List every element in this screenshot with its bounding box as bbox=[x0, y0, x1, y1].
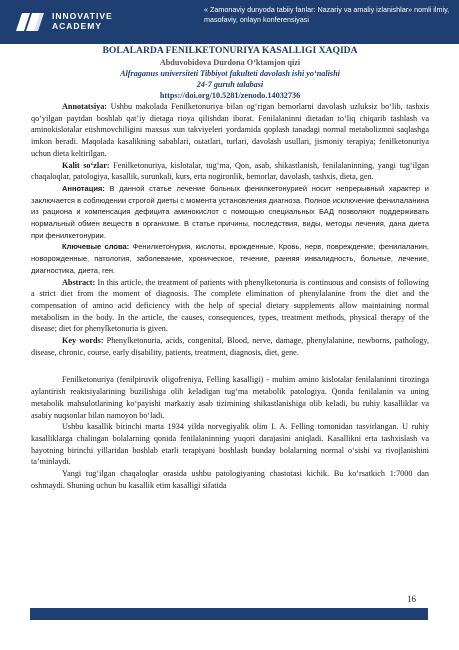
article-affiliation: Alfraganus universiteti Tibbiyot fakulteti davolash ishi yo‘nalishi bbox=[120, 69, 340, 78]
keywords-english-text: Phenylketonuria, acids, congenital, Blood, nerve, damage, phenylalanine, newborns, pathology, disease, chronic, course, early disability, patients, treatment, diagnosis, diet, gene. bbox=[31, 336, 429, 357]
conference-title: « Zamonaviy dunyoda tabiiy fanlar: Nazariy va amaliy izlanishlar» nomli ilmiy, masofaviy, onlayn konferensiyasi bbox=[204, 5, 450, 24]
body-paragraph-1: Fenilketonuriya (fenilpiruvik oligofreniya, Felling kasalligi) - muhim amino kislotalar fenilalaninni tirozinga aylantirish reaktsiyalarining buzilishiga olib keladigan tug‘ma metabolik patologiya. Qonda fenilalanin va uning metabolik mahsulotlarining ko‘payishi markaziy asab tizimining shikastlanishiga olib keladi, bu ruhiy kasalliklar va asabiy nuqsonlar bilan namoyon bo‘ladi. bbox=[31, 375, 429, 420]
conference-header bbox=[0, 0, 459, 44]
abstract-english-text: In this article, the treatment of patients with phenylketonuria is continuous and consists of following a strict diet from the moment of diagnosis. The complete elimination of phenylalanine from the diet and the compensation of amino acid deficiency with the help of special dietary supplements allow maintaining normal metabolism in the body. In the article, the causes, consequences, types, treatment methods, physical therapy of the disease; diet for phenylketonuria is given. bbox=[31, 277, 429, 334]
abstract-uzbek-label: Annotatsiya: bbox=[62, 102, 108, 111]
abstract-uzbek bbox=[31, 101, 429, 160]
article-content bbox=[31, 44, 429, 492]
keywords-english bbox=[31, 335, 429, 358]
footer-bar bbox=[30, 608, 428, 620]
keywords-russian-label: Ключевые слова: bbox=[62, 242, 130, 252]
abstract-russian bbox=[31, 183, 429, 242]
article-group: 24-7 guruh talabasi bbox=[196, 80, 264, 89]
keywords-russian bbox=[31, 241, 429, 276]
keywords-uzbek-text: Fenilketonuriya, kislotalar, tug‘ma, Qon, asab, shikastlanish, fenilalaninning, yangi tug‘ilgan chaqaloqlar, patologiya, kasallik, surunkali, kurs, erta nogironlik, bemorlar, davolash, tashxis, dieta, gen. bbox=[31, 160, 430, 182]
logo-text bbox=[52, 11, 113, 31]
innovative-academy-logo bbox=[16, 9, 176, 37]
abstract-russian-text: В данной статье лечение больных фенилкетонурией носит непрерывный характер и заключается в соблюдении строгой диеты с момента установления диагноза. Полное исключение фенилаланина из рациона и компенсация дефицита аминокислот с помощью специальных БАД позволяют поддерживать нормальный обмен веществ в организме. В статье причины, последствия, виды, методы лечения, дана диета при фенилкетонурии. bbox=[31, 183, 429, 240]
logo-line-2: ACADEMY bbox=[52, 21, 102, 31]
abstract-english bbox=[31, 277, 429, 336]
keywords-english-label: Key words: bbox=[62, 336, 104, 346]
keywords-uzbek-label: Kalit so‘zlar: bbox=[62, 160, 110, 170]
article-title: BOLALARDA FENILKETONURIYA KASALLIGI XAQIDA bbox=[102, 45, 358, 56]
logo-line-1: INNOVATIVE bbox=[52, 11, 113, 21]
abstract-uzbek-text: Ushbu makolada Fenilketonuriya bilan og‘rigan bemorlarni davolash uzluksiz bo‘lib, tashxis qo‘yilgan paytdan boshlab qat’iy dietaga rioya qilishdan iborat. Fenilalaninni dietadan to‘liq chiqarib tashlash va aminokislotalar etishmovchiligini maxsus xun takviyeleri yordamida qoplash tanadagi normal metabolizmni saqlashga imkon beradi. Maqolada kasalikning sabablari, oьtatlari, turlari, davolash usullari, jismoniy terapiya; fenilketonuriya uchun dieta keltirilgan. bbox=[31, 102, 429, 158]
article-author: Abduvobidova Durdona O‘ktamjon qizi bbox=[159, 58, 301, 67]
keywords-russian-text: Фенилкетонурия, кислоты, врожденные, Кровь, нерв, повреждение, фенилаланин, новорожденные, патология, заболевание, хроническое, течение, ранняя инвалидность, больные, лечение, диагностика, диета, ген. bbox=[31, 242, 430, 275]
page-number: 16 bbox=[407, 594, 416, 604]
academy-logo-icon bbox=[16, 9, 46, 35]
abstract-english-label: Abstract: bbox=[62, 277, 96, 287]
body-paragraph-2: Ushbu kasallik birinchi marta 1934 yilda norvegiyalik olim I. A. Felling tomonidan tasvirlangan. U ruhiy kasalliklarga chalingan bolalarning qonida fenilalaninning yuqori darajasini aniqladi. Kasallikni erta tashxislash va hayotning birinchi yillaridan boshlab etarli terapiyani boshlash bunday bolalarning normal o‘sishi va rivojlanishini ta’minlaydi. bbox=[31, 422, 429, 467]
section-gap bbox=[31, 358, 429, 374]
body-paragraph-3: Yangi tug‘ilgan chaqaloqlar orasida ushbu patologiyaning chastotasi kichik. Bu ko‘rsatkich 1:7000 dan oshmaydi. Shuning uchun bu kasallik etim kasalligi sifatida bbox=[31, 469, 429, 490]
keywords-uzbek bbox=[31, 160, 429, 183]
abstract-russian-label: Аннотация: bbox=[62, 183, 105, 193]
doi-link[interactable]: https://doi.org/10.5281/zenodo.14032736 bbox=[159, 91, 301, 100]
